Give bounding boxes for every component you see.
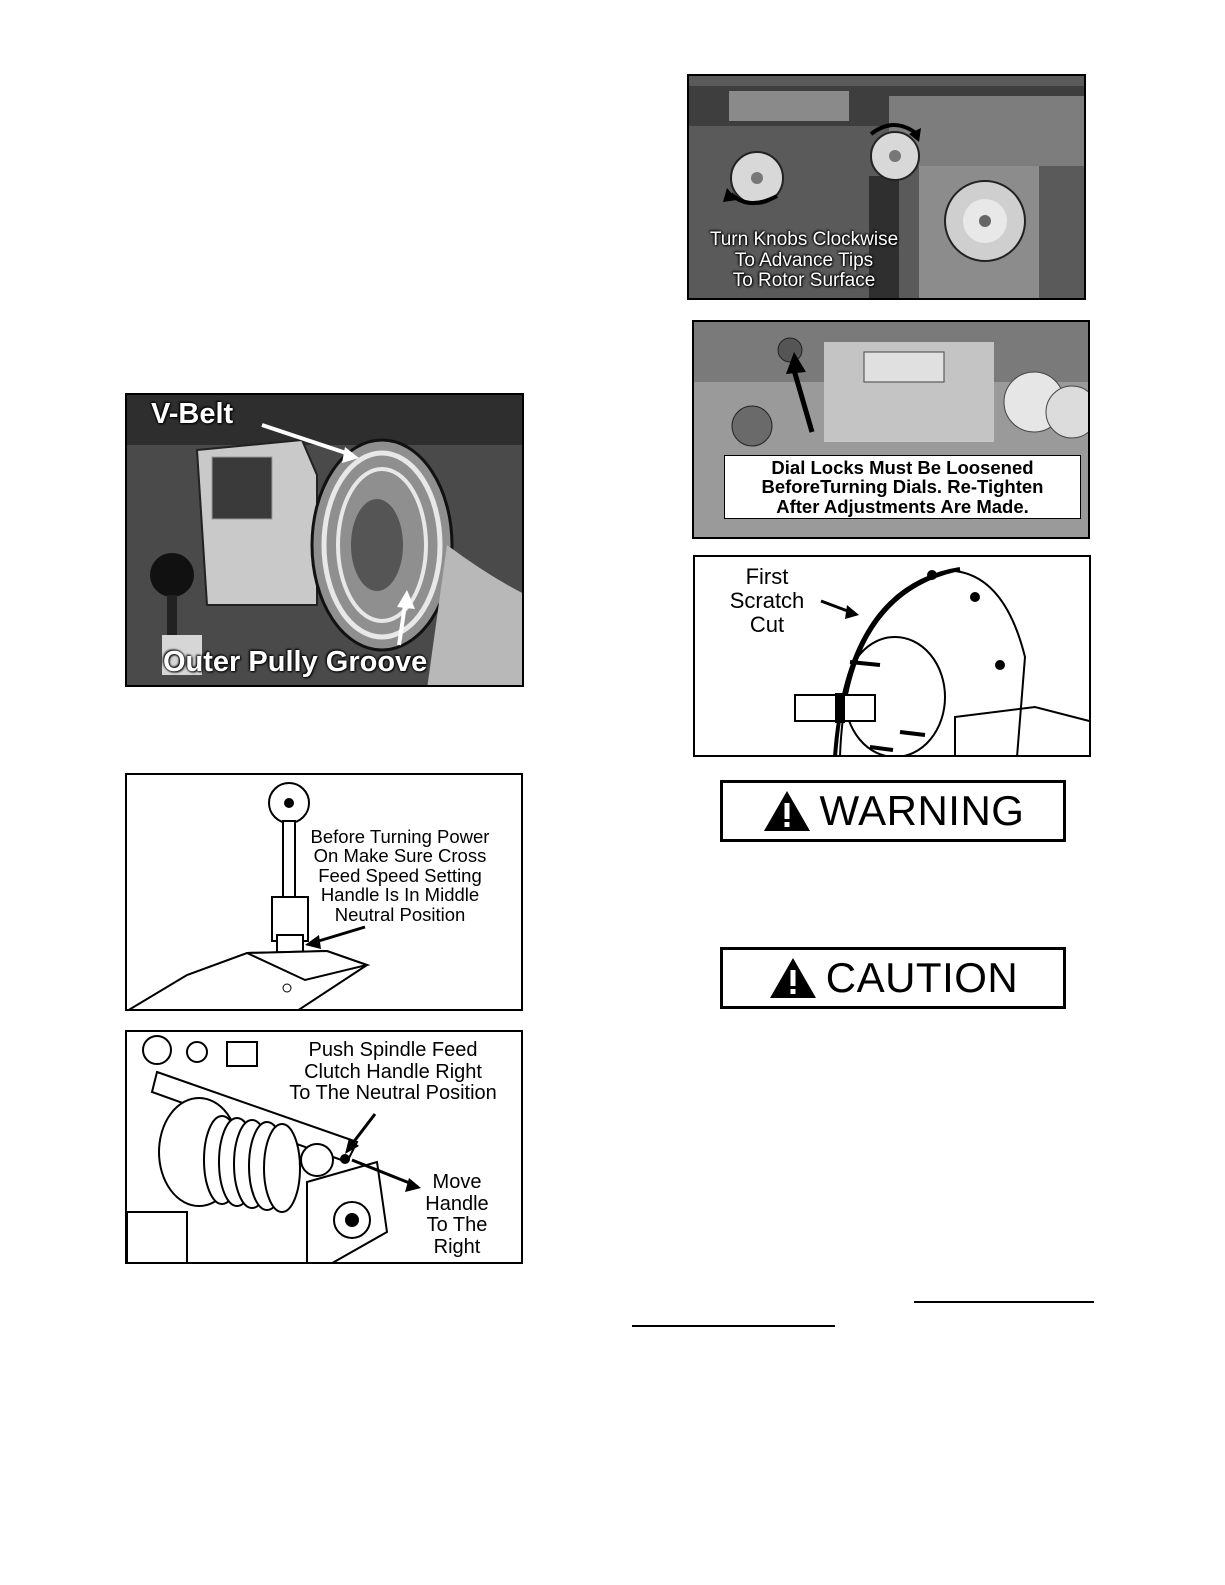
warning-label: WARNING [819, 787, 1025, 834]
underline-rule [914, 1301, 1094, 1303]
underline-rule [632, 1325, 835, 1327]
figure-cross-feed-drawing [125, 773, 523, 1011]
caption-line: Cut [749, 612, 785, 638]
figure-spindle-feed-drawing [125, 1030, 523, 1264]
caption-line: Move [432, 1171, 482, 1193]
v-belt-pulley-illustration [127, 395, 524, 687]
caption-line: To The [426, 1214, 488, 1237]
caution-label: CAUTION [825, 954, 1019, 1001]
caption-line: Push Spindle Feed [308, 1039, 478, 1061]
figure-v-belt-photo [125, 393, 524, 687]
caption-line: After Adjustments Are Made. [776, 495, 1029, 517]
exclamation-triangle-icon [768, 956, 818, 1000]
caption-line: On Make Sure Cross [313, 845, 487, 867]
caption-line: BeforeTurning Dials. Re-Tighten [761, 476, 1044, 498]
exclamation-triangle-icon [762, 789, 812, 833]
move-handle-caption [409, 1172, 505, 1258]
caution-sign [720, 947, 1066, 1009]
scratch-cut-caption [717, 565, 817, 638]
figure-knobs-photo [687, 74, 1086, 300]
dial-locks-caption [724, 455, 1081, 519]
caption-line: To Advance Tips [734, 249, 874, 271]
outer-pully-groove-label: Outer Pully Groove [163, 646, 428, 678]
caption-line: Right [433, 1235, 481, 1258]
caption-line: To Rotor Surface [732, 270, 876, 292]
caption-line: Handle Is In Middle [320, 884, 480, 906]
v-belt-label: V-Belt [151, 398, 234, 430]
figure-dial-locks-photo [692, 320, 1090, 539]
caption-line: Handle [425, 1192, 489, 1215]
knobs-caption [689, 230, 919, 292]
caption-line: Clutch Handle Right [304, 1060, 482, 1083]
caption-line: First [745, 564, 789, 589]
caption-line: Neutral Position [334, 903, 466, 925]
figure-scratch-cut-drawing [693, 555, 1091, 757]
caption-line: Before Turning Power [310, 826, 490, 847]
spindle-feed-caption [275, 1040, 511, 1105]
warning-sign [720, 780, 1066, 842]
caption-line: Turn Knobs Clockwise [709, 229, 899, 250]
caption-line: To The Neutral Position [289, 1082, 497, 1105]
caption-line: Feed Speed Setting [318, 864, 482, 886]
caption-line: Dial Locks Must Be Loosened [771, 457, 1034, 478]
cross-feed-caption [295, 827, 505, 924]
caption-line: Scratch [729, 588, 805, 614]
